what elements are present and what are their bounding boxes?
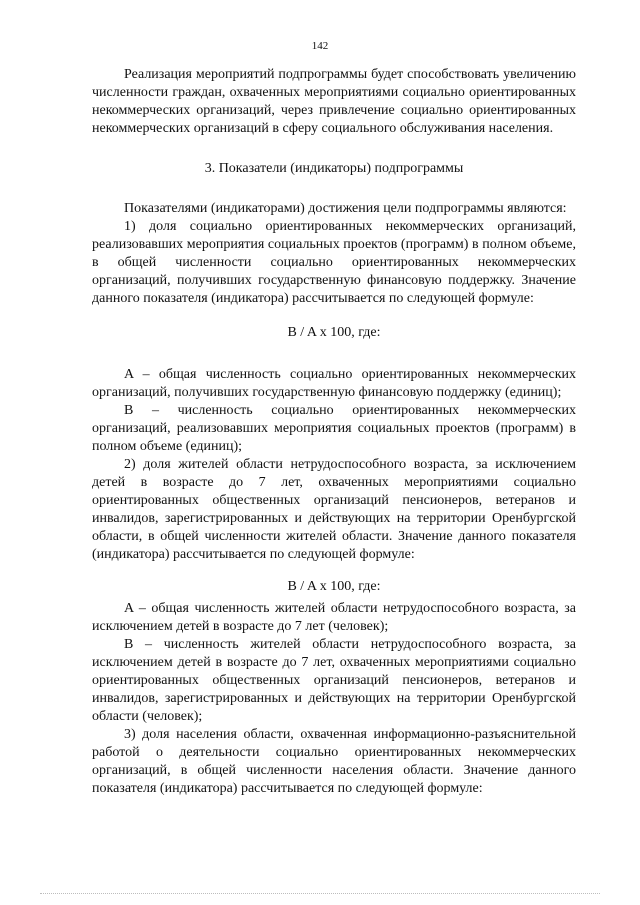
indicator-3: 3) доля населения области, охваченная информационно-разъяснительной работой о деятельности социально ориентированных некоммерческих организаций, в общей численности населения области. Значение данного показателя (индикатора) рассчитывается по следующей формуле:: [92, 727, 576, 796]
definition-2-a: A – общая численность жителей области нетрудоспособного возраста, за исключением детей в возрасте до 7 лет (человек);: [92, 601, 576, 634]
page-number: 142: [311, 40, 329, 52]
definition-1-b: B – численность социально ориентированных некоммерческих организаций, реализовавших мероприятия социальных проектов (программ) в полном объеме (единиц);: [92, 403, 576, 454]
formula-2: B / A x 100, где:: [287, 579, 381, 594]
footer-divider: [40, 893, 600, 895]
document-body: [92, 66, 576, 798]
section-heading: 3. Показатели (индикаторы) подпрограммы: [204, 161, 464, 176]
definition-1-a: A – общая численность социально ориентированных некоммерческих организаций, получивших государственную финансовую поддержку (единиц);: [92, 367, 576, 400]
indicator-1: 1) доля социально ориентированных некоммерческих организаций, реализовавших мероприятия социальных проектов (программ) в полном объеме, в общей численности социально ориентированных некоммерческих организаций, получивших государственную финансовую поддержку. Значение данного показателя (индикатора) рассчитывается по следующей формуле:: [92, 219, 576, 306]
definition-2-b: B – численность жителей области нетрудоспособного возраста, за исключением детей в возрасте до 7 лет, охваченных мероприятиями социально ориентированных общественных организаций пенсионеров, ветеранов и инвалидов, зарегистрированных и действующих на территории Оренбургской области (человек);: [92, 637, 576, 724]
formula-1: B / A x 100, где:: [287, 325, 381, 340]
intro-paragraph: Реализация мероприятий подпрограммы будет способствовать увеличению численности граждан, охваченных мероприятиями социально ориентированных некоммерческих организаций, через привлечение социально ориентированных некоммерческих организаций в сферу социального обслуживания населения.: [92, 67, 576, 136]
indicator-2: 2) доля жителей области нетрудоспособного возраста, за исключением детей в возрасте до 7 лет, охваченных мероприятиями социально ориентированных общественных организаций пенсионеров, ветеранов и инвалидов, зарегистрированных и действующих на территории Оренбургской области, в общей численности жителей области. Значение данного показателя (индикатора) рассчитывается по следующей формуле:: [92, 457, 576, 562]
indicators-intro: Показателями (индикаторами) достижения цели подпрограммы являются:: [124, 201, 567, 216]
